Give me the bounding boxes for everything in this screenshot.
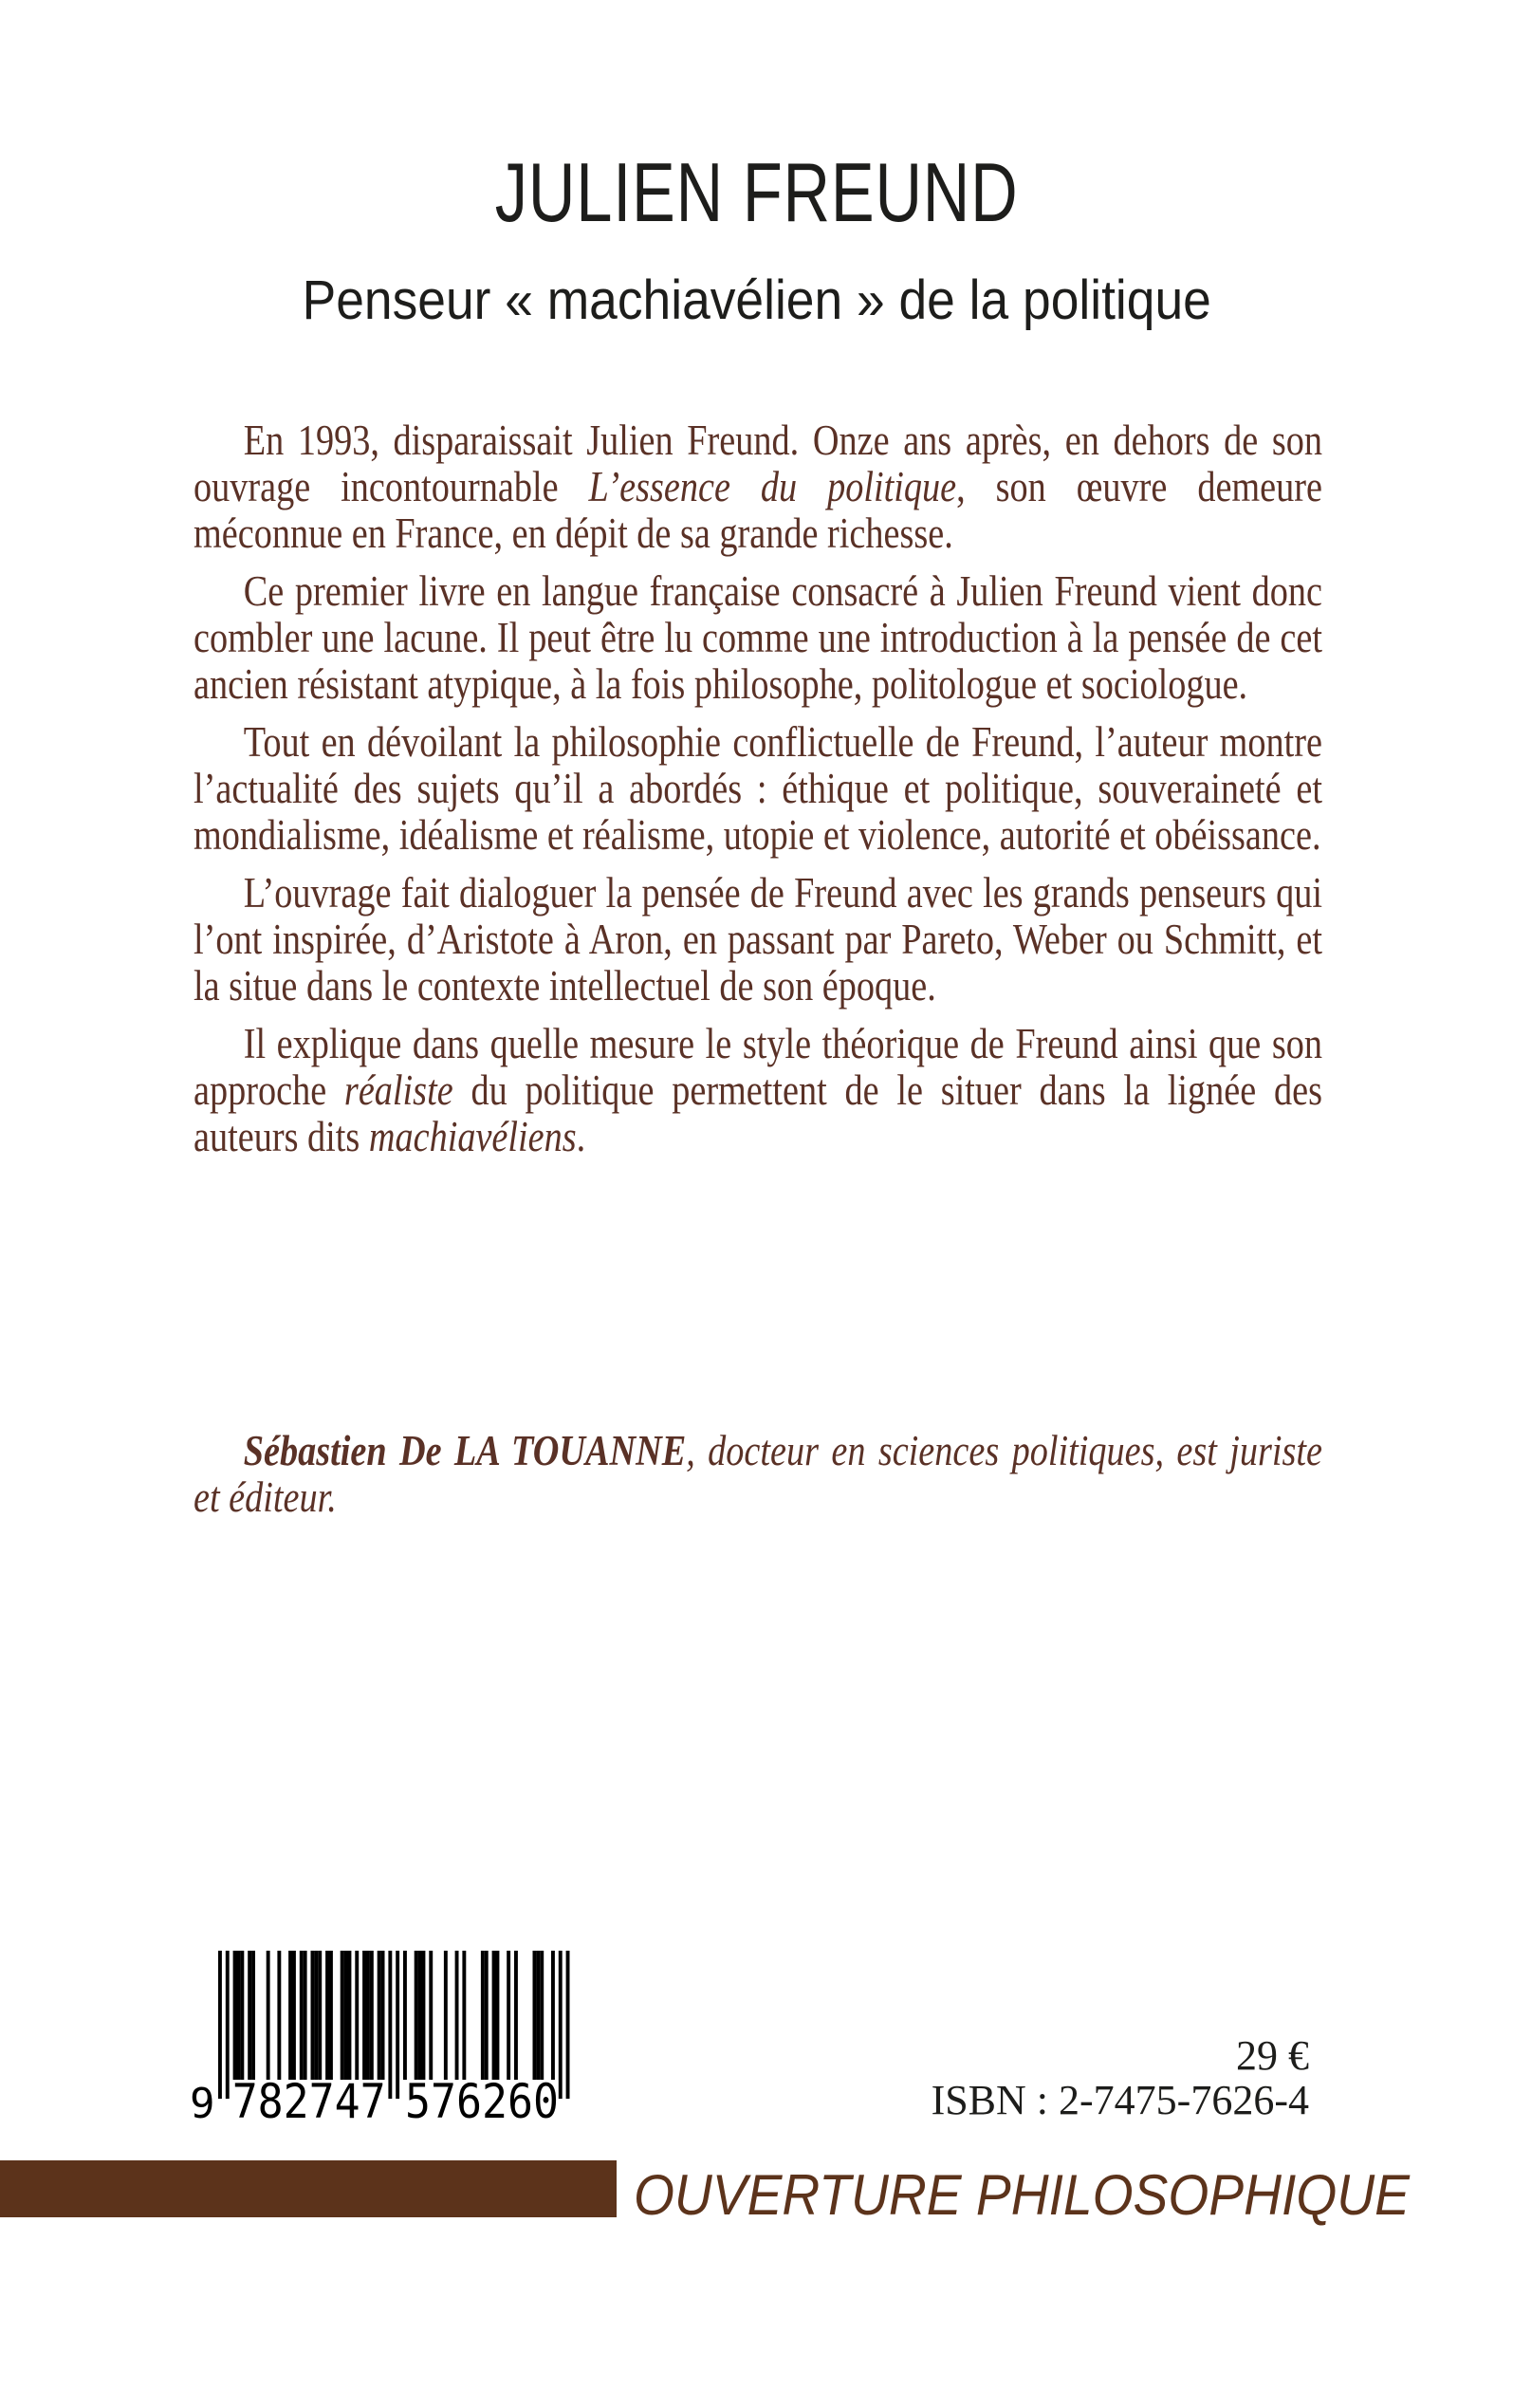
blurb-paragraph: L’ouvrage fait dialoguer la pensée de Freund avec les grands penseurs qui l’ont inspirée, d’Aristote à Aron, en passant par Pareto, Weber ou Schmitt, et la situe dans le contexte intellectuel de son époque. [194,869,1323,1010]
series-band [0,2160,617,2217]
isbn-label: ISBN : 2-7475-7626-4 [931,2077,1309,2123]
pricing-block [932,2033,1309,2122]
blurb-paragraph: Tout en dévoilant la philosophie conflictuelle de Freund, l’auteur montre l’actualité des sujets qu’il a abordés : éthique et politique, souveraineté et mondialisme, idéalisme et réalisme, utopie et violence, autorité et obéissance. [194,718,1323,859]
author-note [194,1428,1322,1521]
series-title-text: OUVERTURE PHILOSOPHIQUE [634,2163,1410,2227]
page-subtitle-text: Penseur « machiavélien » de la politique [302,269,1211,331]
svg-text:9: 9 [190,2080,215,2128]
barcode [188,1951,596,2131]
ean13-barcode-graphic [188,1951,596,2131]
page-title [0,145,1513,239]
page-subtitle [0,271,1513,330]
svg-text:782747: 782747 [231,2074,386,2129]
blurb-paragraph: Il explique dans quelle mesure le style théorique de Freund ainsi que son approche réaliste du politique permettent de le situer dans la lignée des auteurs dits machiavéliens. [194,1020,1323,1160]
page-title-text: JULIEN FREUND [494,145,1019,239]
series-title [634,2163,1477,2227]
blurb-paragraph: En 1993, disparaissait Julien Freund. Onze ans après, en dehors de son ouvrage incontournable L’essence du politique, son œuvre demeure méconnue en France, en dépit de sa grande richesse. [194,417,1323,557]
price-label: 29 € [1236,2032,1309,2079]
blurb [194,417,1322,1172]
svg-text:576260: 576260 [405,2074,559,2129]
author-description: , docteur en sciences politiques, est juriste et éditeur. [194,1427,1323,1521]
blurb-paragraph: Ce premier livre en langue française consacré à Julien Freund vient donc combler une lacune. Il peut être lu comme une introduction à la pensée de cet ancien résistant atypique, à la fois philosophe, politologue et sociologue. [194,567,1323,708]
author-name: Sébastien De LA TOUANNE [243,1427,687,1474]
